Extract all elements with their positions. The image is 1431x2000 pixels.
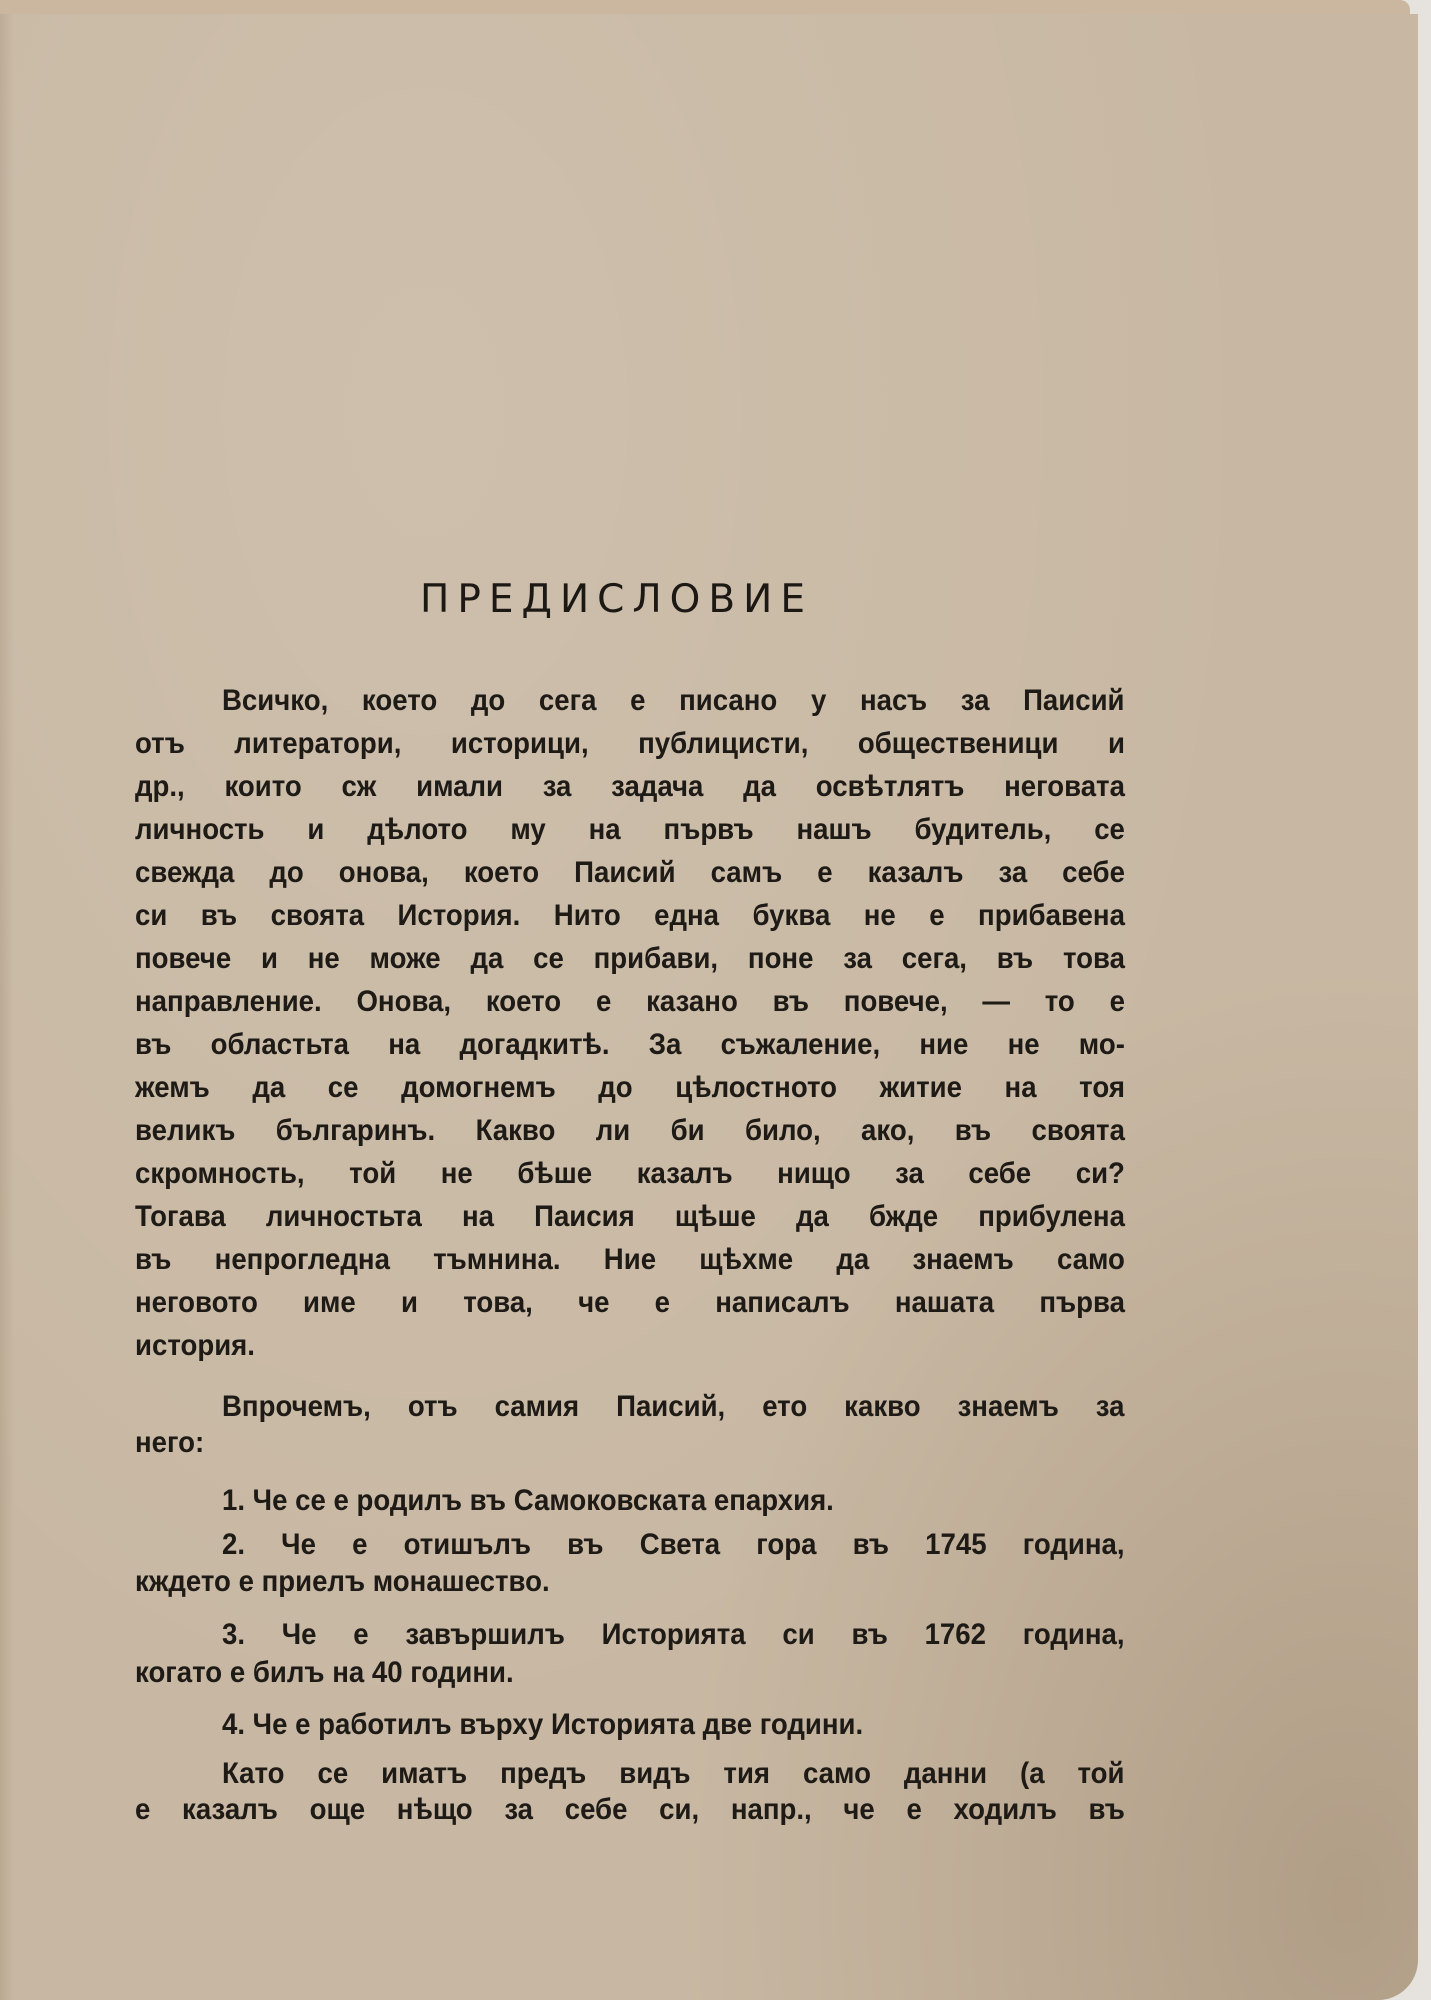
page-title: ПРЕДИСЛОВИЕ [420, 577, 813, 622]
list-item: 4. Че е работилъ върху Историята две години. [222, 1708, 864, 1741]
text-line: жемъ да се домогнемъ до цѣлостното житие на тоя [135, 1071, 1125, 1104]
list-item: 2. Че е отишълъ въ Света гора въ 1745 година, [222, 1528, 1125, 1561]
text-line: скромность, той не бѣше казалъ нищо за себе си? [135, 1157, 1125, 1190]
list-item-continuation: когато е билъ на 40 години. [135, 1656, 514, 1689]
text-line: е казалъ още нѣщо за себе си, напр., че е ходилъ въ [135, 1793, 1125, 1826]
text-line: неговото име и това, че е написалъ нашата първа [135, 1286, 1125, 1319]
text-line: Всичко, което до сега е писано у насъ за Паисий [222, 684, 1125, 717]
text-line: въ областьта на догадкитѣ. За съжаление, ние не мо- [135, 1028, 1125, 1061]
text-line: направление. Онова, което е казано въ повече, — то е [135, 985, 1125, 1018]
text-line: Тогава личностьта на Паисия щѣше да бжде прибулена [135, 1200, 1125, 1233]
text-line: Като се иматъ предъ видъ тия само данни (а той [222, 1757, 1125, 1790]
list-item-continuation: кждето е приелъ монашество. [135, 1565, 550, 1598]
text-line: свежда до онова, което Паисий самъ е казалъ за себе [135, 856, 1125, 889]
text-line: въ непрогледна тъмнина. Ние щѣхме да знаемъ само [135, 1243, 1125, 1276]
text-line: Впрочемъ, отъ самия Паисий, ето какво знаемъ за [222, 1390, 1125, 1423]
text-line: великъ българинъ. Какво ли би било, ако, въ своята [135, 1114, 1125, 1147]
text-line: си въ своята История. Нито една буква не е прибавена [135, 899, 1125, 932]
text-line: личность и дѣлото му на първъ нашъ будитель, се [135, 813, 1125, 846]
text-line: него: [135, 1426, 205, 1459]
list-item: 3. Че е завършилъ Историята си въ 1762 година, [222, 1618, 1125, 1651]
text-line: повече и не може да се прибави, поне за сега, въ това [135, 942, 1125, 975]
book-page [0, 14, 1418, 2000]
list-item: 1. Че се е родилъ въ Самоковската епархия. [222, 1484, 834, 1517]
text-line: отъ литератори, историци, публицисти, общественици и [135, 727, 1125, 760]
text-line: др., които сж имали за задача да освѣтлятъ неговата [135, 770, 1125, 803]
text-line: история. [135, 1329, 255, 1362]
